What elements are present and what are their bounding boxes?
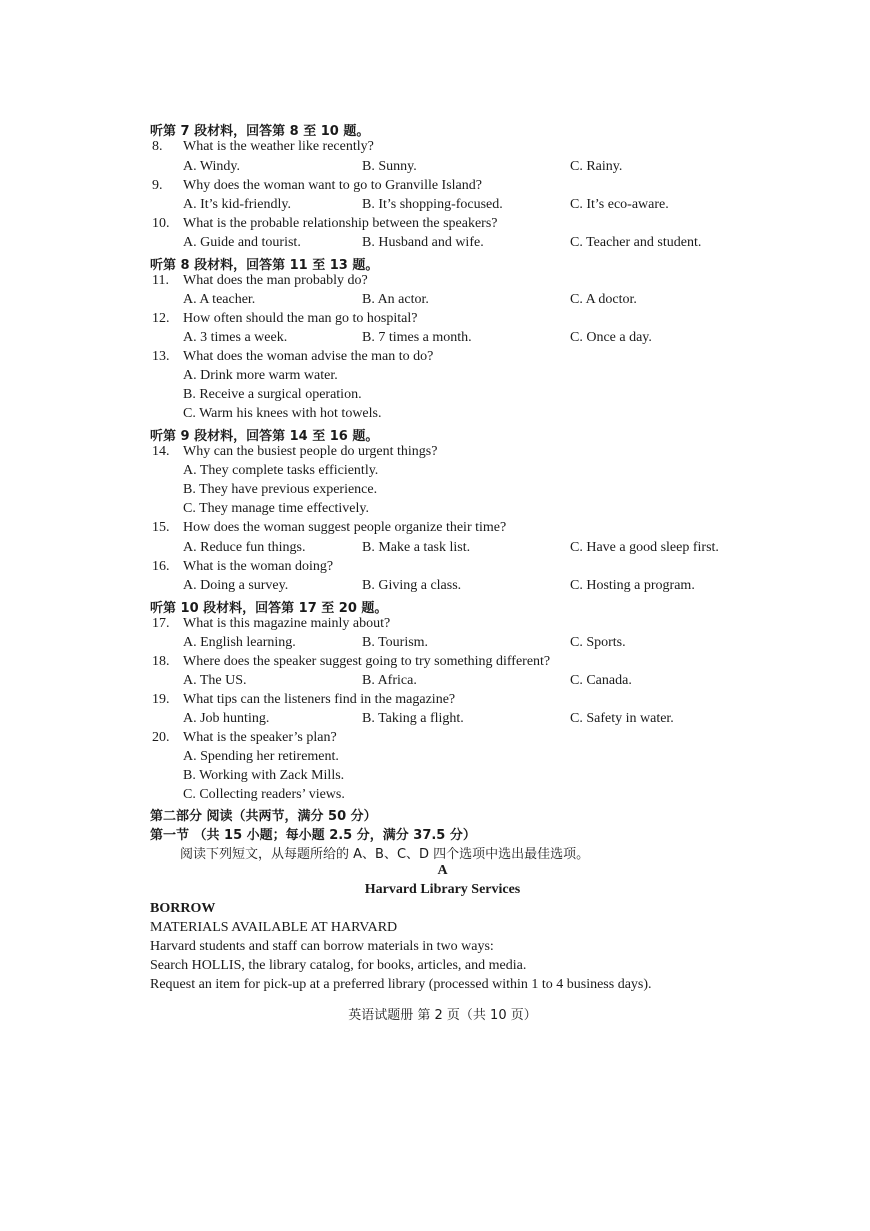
- question-number: 19.: [152, 692, 170, 707]
- option-b: B. Receive a surgical operation.: [183, 387, 362, 402]
- passage-title: Harvard Library Services: [364, 882, 521, 897]
- passage-line: Request an item for pick-up at a preferred library (processed within 1 to 4 business days).: [150, 977, 652, 992]
- passage-subheading: MATERIALS AVAILABLE AT HARVARD: [150, 920, 398, 935]
- option-a: A. English learning.: [183, 635, 296, 650]
- section-header-10: 听第 10 段材料，回答第 17 至 20 题。: [150, 601, 388, 616]
- question-text: What is the speaker’s plan?: [183, 730, 337, 745]
- option-b: B. Make a task list.: [362, 540, 471, 555]
- option-b: B. They have previous experience.: [183, 482, 378, 497]
- section-header-9: 听第 9 段材料，回答第 14 至 16 题。: [150, 429, 379, 444]
- question-number: 10.: [152, 216, 170, 231]
- question-text: What does the man probably do?: [183, 273, 368, 288]
- section-header-8: 听第 8 段材料，回答第 11 至 13 题。: [150, 258, 379, 273]
- question-text: What is the weather like recently?: [183, 139, 374, 154]
- option-c: C. Rainy.: [570, 159, 623, 174]
- option-a: A. It’s kid-friendly.: [183, 197, 291, 212]
- passage-letter: A: [437, 863, 448, 878]
- question-number: 14.: [152, 444, 170, 459]
- option-a: A. They complete tasks efficiently.: [183, 463, 379, 478]
- option-b: B. 7 times a month.: [362, 330, 472, 345]
- question-number: 8.: [152, 139, 163, 154]
- question-number: 12.: [152, 311, 170, 326]
- option-c: C. A doctor.: [570, 292, 637, 307]
- option-b: B. Tourism.: [362, 635, 429, 650]
- option-a: A. Job hunting.: [183, 711, 270, 726]
- option-b: B. It’s shopping-focused.: [362, 197, 503, 212]
- section-one-title: 第一节 （共 15 小题；每小题 2.5 分，满分 37.5 分）: [150, 828, 476, 843]
- option-c: C. Canada.: [570, 673, 632, 688]
- question-number: 11.: [152, 273, 169, 288]
- question-text: What is the woman doing?: [183, 559, 334, 574]
- page-footer: 英语试题册 第 2 页（共 10 页）: [348, 1008, 537, 1023]
- question-text: Why does the woman want to go to Granville Island?: [183, 178, 482, 193]
- option-c: C. It’s eco-aware.: [570, 197, 669, 212]
- option-b: B. Africa.: [362, 673, 417, 688]
- option-a: A. Spending her retirement.: [183, 749, 339, 764]
- option-a: A. Reduce fun things.: [183, 540, 306, 555]
- question-number: 20.: [152, 730, 170, 745]
- passage-heading: BORROW: [150, 901, 216, 916]
- question-text: Where does the speaker suggest going to try something different?: [183, 654, 551, 669]
- question-number: 17.: [152, 616, 170, 631]
- reading-instruction: 阅读下列短文，从每题所给的 A、B、C、D 四个选项中选出最佳选项。: [180, 847, 590, 862]
- question-text: How often should the man go to hospital?: [183, 311, 418, 326]
- part-two-title: 第二部分 阅读（共两节，满分 50 分）: [150, 809, 377, 824]
- option-a: A. 3 times a week.: [183, 330, 288, 345]
- passage-line: Harvard students and staff can borrow materials in two ways:: [150, 939, 494, 954]
- question-text: What does the woman advise the man to do?: [183, 349, 434, 364]
- question-number: 15.: [152, 520, 170, 535]
- option-c: C. Once a day.: [570, 330, 652, 345]
- option-b: B. Sunny.: [362, 159, 417, 174]
- option-c: C. Safety in water.: [570, 711, 674, 726]
- option-a: A. A teacher.: [183, 292, 256, 307]
- option-c: C. Sports.: [570, 635, 626, 650]
- passage-line: Search HOLLIS, the library catalog, for books, articles, and media.: [150, 958, 527, 973]
- option-c: C. Warm his knees with hot towels.: [183, 406, 382, 421]
- question-text: Why can the busiest people do urgent things?: [183, 444, 438, 459]
- option-c: C. Have a good sleep first.: [570, 540, 719, 555]
- option-a: A. Doing a survey.: [183, 578, 289, 593]
- option-b: B. Giving a class.: [362, 578, 462, 593]
- question-text: What tips can the listeners find in the magazine?: [183, 692, 456, 707]
- option-a: A. Windy.: [183, 159, 240, 174]
- option-c: C. Collecting readers’ views.: [183, 787, 345, 802]
- option-c: C. Hosting a program.: [570, 578, 695, 593]
- option-c: C. They manage time effectively.: [183, 501, 369, 516]
- question-text: What is the probable relationship between the speakers?: [183, 216, 498, 231]
- option-b: B. Working with Zack Mills.: [183, 768, 345, 783]
- section-header-7: 听第 7 段材料，回答第 8 至 10 题。: [150, 124, 370, 139]
- option-b: B. An actor.: [362, 292, 429, 307]
- question-number: 16.: [152, 559, 170, 574]
- option-a: A. Drink more warm water.: [183, 368, 338, 383]
- option-b: B. Husband and wife.: [362, 235, 484, 250]
- option-a: A. The US.: [183, 673, 247, 688]
- question-number: 9.: [152, 178, 163, 193]
- option-a: A. Guide and tourist.: [183, 235, 301, 250]
- question-number: 18.: [152, 654, 170, 669]
- question-text: What is this magazine mainly about?: [183, 616, 391, 631]
- option-b: B. Taking a flight.: [362, 711, 464, 726]
- option-c: C. Teacher and student.: [570, 235, 702, 250]
- question-number: 13.: [152, 349, 170, 364]
- question-text: How does the woman suggest people organize their time?: [183, 520, 507, 535]
